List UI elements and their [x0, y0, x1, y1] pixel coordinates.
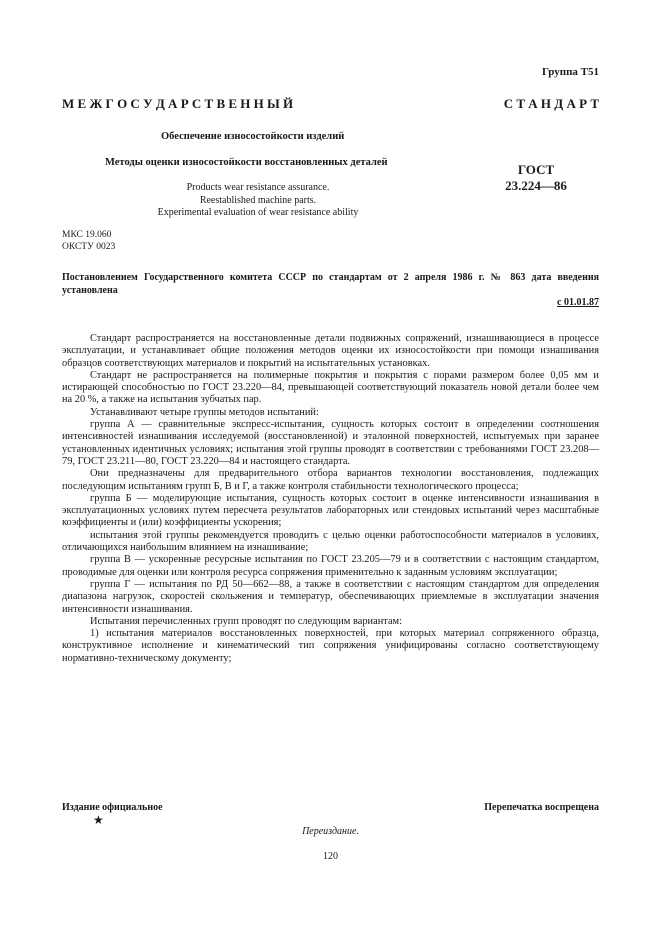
standard-group-label: Группа Т51	[541, 66, 599, 78]
gost-number: 23.224—86	[505, 178, 567, 193]
official-edition-label: Издание официальное	[62, 802, 163, 813]
document-title-line2: Методы оценки износостойкости восстановленных деталей	[105, 157, 388, 168]
body-text	[62, 333, 599, 665]
gost-designation	[496, 162, 576, 194]
mks-code: МКС 19.060	[62, 230, 112, 240]
english-title-line2: Reestablished machine parts.	[199, 194, 317, 206]
paragraph: группа А — сравнительные экспресс-испытания, сущность которых состоит в определении соотношения интенсивностей изнашивания исследуемой (восстановленной) и эталонной поверхностей, испытуемых при заранее установленных идентичных условиях; испытания этой группы проводят в соответствии с требованиями ГОСТ 23.208—79, ГОСТ 23.211—80, ГОСТ 23.220—84 и настоящего стандарта.	[62, 419, 599, 467]
paragraph: Они предназначены для предварительного отбора вариантов технологии восстановления, подлежащих последующим испытаниям групп Б, В и Г, а также контроля стабильности технологического процесса;	[62, 468, 599, 492]
paragraph: Стандарт распространяется на восстановленные детали подвижных сопряжений, изнашивающиеся в процессе эксплуатации, и устанавливает общие положения методов оценки их износостойкости при помощи изнашивания образцов соответствующих материалов и покрытий на испытательных установках.	[62, 333, 599, 369]
heading-standard: С Т А Н Д А Р Т	[503, 96, 599, 111]
paragraph: 1) испытания материалов восстановленных поверхностей, при которых материал сопряженного образца, конструктивное исполнение и кинематический тип сопряжения унифицированы согласно соответствующему нормативно-техническому документу;	[62, 628, 599, 664]
paragraph: Стандарт не распространяется на полимерные покрытия и покрытия с порами размером более 0,05 мм и истирающей способностью по ГОСТ 23.220—84, превышающей соответствующий показатель новой детали более чем на 20 %, а также на испытания зубчатых пар.	[62, 369, 599, 406]
star-icon: ★	[93, 813, 104, 827]
gost-label: ГОСТ	[517, 162, 555, 177]
introduction-date: с 01.01.87	[557, 297, 599, 308]
decree-text: Постановлением Государственного комитета СССР по стандартам от 2 апреля 1986 г. № 863 дата введения установлена	[62, 272, 599, 296]
paragraph: Испытания перечисленных групп проводят по следующим вариантам:	[90, 615, 403, 627]
english-title-line1: Products wear resistance assurance.	[186, 182, 330, 193]
paragraph: группа Б — моделирующие испытания, сущность которых состоит в оценке интенсивности изнашивания в эксплуатационных условиях путем пересчета результатов лабораторных или стендовых испытаний через масштабные коэффициенты и (или) коэффициенты ускорения;	[62, 492, 599, 529]
paragraph: испытания этой группы рекомендуется проводить с целью оценки работоспособности материалов в условиях, отличающихся наибольшим влиянием на изнашивание;	[62, 529, 599, 554]
standard-type-heading	[62, 96, 599, 112]
paragraph: группа Г — испытания по РД 50—662—88, а также в соответствии с настоящим стандартом для определения диапазона нагрузок, скоростей скольжения и температур, обеспечивающих приемлемые в эксплуатации значения интенсивности изнашивания.	[62, 578, 599, 615]
paragraph: Устанавливают четыре группы методов испытаний:	[90, 406, 319, 418]
english-title-line3: Experimental evaluation of wear resistance ability	[157, 207, 359, 218]
english-title	[128, 182, 388, 220]
page-number: 120	[323, 851, 338, 862]
okstu-code: ОКСТУ 0023	[62, 241, 116, 252]
reprint-prohibited-label: Перепечатка воспрещена	[484, 802, 599, 813]
document-title-line1: Обеспечение износостойкости изделий	[161, 131, 345, 142]
reissue-note: Переиздание.	[302, 826, 359, 837]
paragraph: группа В — ускоренные ресурсные испытания по ГОСТ 23.205—79 и в соответствии с настоящим стандартом, проводимые для оценки или контроля ресурса сопряжения применительно к заданным условиям эксплуатации;	[62, 554, 599, 578]
classification-codes	[62, 230, 115, 253]
heading-interstate: М Е Ж Г О С У Д А Р С Т В Е Н Н Ы Й	[62, 96, 294, 111]
